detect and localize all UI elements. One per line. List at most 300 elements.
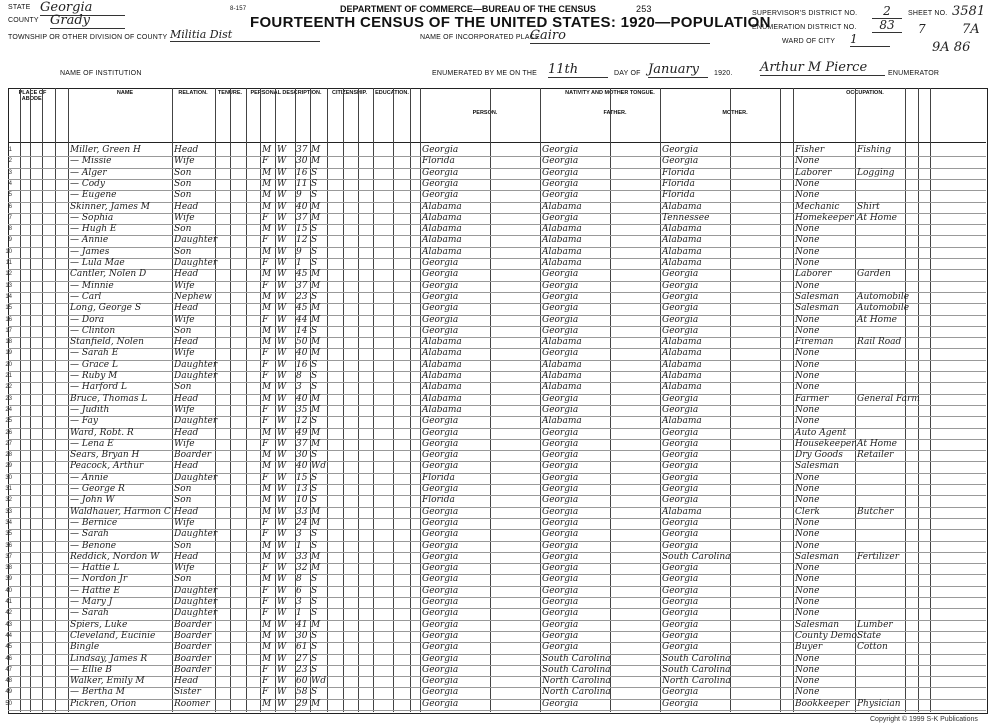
cell-sex: M bbox=[262, 269, 272, 280]
cell-age: 16 bbox=[296, 359, 308, 370]
section-father: FATHER. bbox=[603, 110, 627, 116]
cell-birth: Georgia bbox=[422, 664, 459, 675]
cell-race: W bbox=[277, 416, 287, 427]
cell-mbirth: South Carolina bbox=[662, 653, 731, 664]
cell-name: — Nordon Jr bbox=[70, 574, 128, 585]
row-number: 15 bbox=[5, 305, 12, 312]
cell-birth: Georgia bbox=[422, 585, 459, 596]
cell-birth: Georgia bbox=[422, 642, 459, 653]
cell-fbirth: Georgia bbox=[542, 404, 579, 415]
cell-ms: S bbox=[311, 235, 318, 246]
cell-rel: Daughter bbox=[174, 529, 218, 540]
cell-occ: None bbox=[795, 280, 820, 291]
cell-rel: Head bbox=[174, 145, 199, 155]
cell-ms: S bbox=[311, 382, 318, 393]
cell-ms: S bbox=[311, 359, 318, 370]
cell-mbirth: Georgia bbox=[662, 484, 699, 494]
cell-mbirth: Georgia bbox=[662, 461, 699, 472]
cell-fbirth: Alabama bbox=[542, 235, 582, 246]
cell-sex: F bbox=[262, 687, 269, 698]
cell-name: — Ruby M bbox=[70, 371, 118, 381]
cell-age: 8 bbox=[296, 371, 302, 381]
cell-rel: Son bbox=[174, 325, 192, 336]
cell-fbirth: Georgia bbox=[542, 291, 579, 302]
cell-mbirth: Georgia bbox=[662, 450, 699, 461]
cell-name: Walker, Emily M bbox=[70, 676, 145, 687]
cell-name: — Ellie B bbox=[70, 664, 112, 675]
cell-fbirth: Georgia bbox=[542, 156, 579, 167]
cell-mbirth: Georgia bbox=[662, 540, 699, 551]
cell-sex: M bbox=[262, 393, 272, 404]
cell-race: W bbox=[277, 224, 287, 235]
cell-sex: M bbox=[262, 201, 272, 212]
cell-ms: S bbox=[311, 642, 318, 653]
cell-fbirth: Alabama bbox=[542, 359, 582, 370]
cell-name: — Bertha M bbox=[70, 687, 125, 698]
cell-age: 24 bbox=[296, 517, 308, 528]
cell-birth: Georgia bbox=[422, 608, 459, 619]
row-number: 14 bbox=[5, 293, 12, 300]
cell-name: — Benone bbox=[70, 540, 117, 551]
cell-rel: Daughter bbox=[174, 597, 218, 607]
cell-ind: Lumber bbox=[857, 619, 893, 630]
cell-age: 44 bbox=[296, 314, 308, 325]
cell-ms: M bbox=[311, 269, 321, 280]
cell-birth: Georgia bbox=[422, 630, 459, 641]
cell-sex: F bbox=[262, 404, 269, 415]
cell-fbirth: Georgia bbox=[542, 585, 579, 596]
cell-fbirth: North Carolina bbox=[542, 676, 611, 687]
row-number: 35 bbox=[5, 531, 12, 538]
cell-race: W bbox=[277, 676, 287, 687]
cell-fbirth: Georgia bbox=[542, 461, 579, 472]
cell-ind: At Home bbox=[857, 212, 897, 223]
cell-sex: F bbox=[262, 597, 269, 607]
cell-fbirth: Georgia bbox=[542, 167, 579, 178]
cell-sex: M bbox=[262, 551, 272, 562]
cell-sex: F bbox=[262, 359, 269, 370]
cell-ms: S bbox=[311, 495, 318, 506]
cell-birth: Alabama bbox=[422, 371, 462, 381]
cell-race: W bbox=[277, 371, 287, 381]
cell-fbirth: South Carolina bbox=[542, 653, 611, 664]
cell-occ: Bookkeeper bbox=[795, 698, 850, 709]
day-of-label: DAY OF bbox=[614, 70, 641, 77]
row-number: 21 bbox=[5, 373, 12, 379]
cell-age: 3 bbox=[296, 382, 302, 393]
cell-ms: S bbox=[311, 653, 318, 664]
cell-ms: S bbox=[311, 258, 318, 268]
cell-mbirth: Georgia bbox=[662, 608, 699, 619]
cell-rel: Head bbox=[174, 461, 199, 472]
institution-label: NAME OF INSTITUTION bbox=[60, 70, 142, 77]
cell-age: 9 bbox=[296, 190, 302, 201]
row-number: 13 bbox=[5, 282, 12, 289]
cell-race: W bbox=[277, 687, 287, 698]
cell-birth: Georgia bbox=[422, 461, 459, 472]
cell-occ: Salesman bbox=[795, 619, 840, 630]
cell-race: W bbox=[277, 359, 287, 370]
cell-rel: Boarder bbox=[174, 450, 212, 461]
cell-fbirth: Georgia bbox=[542, 630, 579, 641]
cell-age: 30 bbox=[296, 630, 308, 641]
cell-age: 1 bbox=[296, 608, 302, 619]
cell-rel: Wife bbox=[174, 438, 195, 449]
cell-mbirth: Georgia bbox=[662, 619, 699, 630]
cell-rel: Sister bbox=[174, 687, 201, 698]
row-number: 37 bbox=[5, 553, 12, 560]
cell-birth: Alabama bbox=[422, 224, 462, 235]
cell-sex: M bbox=[262, 461, 272, 472]
cell-rel: Wife bbox=[174, 348, 195, 359]
cell-sex: M bbox=[262, 574, 272, 585]
cell-race: W bbox=[277, 167, 287, 178]
cell-mbirth: South Carolina bbox=[662, 664, 731, 675]
cell-rel: Son bbox=[174, 178, 192, 189]
cell-fbirth: Georgia bbox=[542, 472, 579, 483]
cell-name: — Hattie E bbox=[70, 585, 120, 596]
cell-rel: Son bbox=[174, 382, 192, 393]
cell-ind: Fishing bbox=[857, 145, 891, 155]
cell-occ: None bbox=[795, 676, 820, 687]
row-number: 30 bbox=[5, 474, 12, 481]
row-number: 16 bbox=[5, 316, 12, 323]
cell-fbirth: Georgia bbox=[542, 348, 579, 359]
cell-fbirth: Georgia bbox=[542, 540, 579, 551]
cell-name: — Hattie L bbox=[70, 563, 120, 574]
cell-occ: None bbox=[795, 156, 820, 167]
cell-age: 45 bbox=[296, 303, 308, 314]
row-number: 48 bbox=[5, 678, 12, 685]
cell-mbirth: Georgia bbox=[662, 145, 699, 155]
cell-race: W bbox=[277, 427, 287, 438]
cell-name: — Carl bbox=[70, 291, 102, 302]
county-value: Grady bbox=[50, 13, 125, 29]
cell-name: — Sophia bbox=[70, 212, 114, 223]
department: DEPARTMENT OF COMMERCE—BUREAU OF THE CENSUS bbox=[340, 4, 596, 14]
cell-birth: Georgia bbox=[422, 540, 459, 551]
row-number: 18 bbox=[5, 339, 12, 346]
cell-ms: M bbox=[311, 314, 321, 325]
cell-fbirth: Georgia bbox=[542, 495, 579, 506]
cell-mbirth: Alabama bbox=[662, 235, 702, 246]
row-number: 44 bbox=[5, 632, 12, 639]
cell-occ: None bbox=[795, 472, 820, 483]
cell-rel: Boarder bbox=[174, 619, 212, 630]
cell-race: W bbox=[277, 484, 287, 494]
cell-ms: M bbox=[311, 201, 321, 212]
cell-race: W bbox=[277, 597, 287, 607]
cell-fbirth: South Carolina bbox=[542, 664, 611, 675]
cell-sex: F bbox=[262, 348, 269, 359]
cell-sex: F bbox=[262, 676, 269, 687]
cell-age: 40 bbox=[296, 461, 308, 472]
year-value: 1920. bbox=[714, 70, 733, 77]
row-number: 46 bbox=[5, 655, 12, 662]
cell-ms: S bbox=[311, 664, 318, 675]
row-number: 41 bbox=[5, 599, 12, 605]
cell-ind: Garden bbox=[857, 269, 891, 280]
cell-mbirth: Florida bbox=[662, 167, 695, 178]
cell-mbirth: Georgia bbox=[662, 563, 699, 574]
cell-rel: Head bbox=[174, 427, 199, 438]
cell-name: — Alger bbox=[70, 167, 107, 178]
cell-sex: M bbox=[262, 224, 272, 235]
enumerator-label: ENUMERATOR bbox=[888, 70, 940, 77]
cell-fbirth: Georgia bbox=[542, 642, 579, 653]
cell-sex: M bbox=[262, 630, 272, 641]
margin-note-sheet: 7A bbox=[962, 22, 980, 37]
cell-rel: Daughter bbox=[174, 472, 218, 483]
cell-ms: M bbox=[311, 348, 321, 359]
cell-fbirth: Alabama bbox=[542, 337, 582, 348]
cell-ms: S bbox=[311, 224, 318, 235]
cell-rel: Son bbox=[174, 484, 192, 494]
cell-occ: Homekeeper bbox=[795, 212, 854, 223]
cell-age: 37 bbox=[296, 280, 308, 291]
cell-birth: Georgia bbox=[422, 145, 459, 155]
cell-race: W bbox=[277, 235, 287, 246]
cell-sex: M bbox=[262, 450, 272, 461]
cell-occ: Fisher bbox=[795, 145, 825, 155]
cell-mbirth: Georgia bbox=[662, 472, 699, 483]
cell-ms: M bbox=[311, 404, 321, 415]
cell-age: 58 bbox=[296, 687, 308, 698]
cell-race: W bbox=[277, 348, 287, 359]
cell-sex: M bbox=[262, 382, 272, 393]
sheet-value: 7 bbox=[918, 22, 926, 36]
cell-mbirth: Georgia bbox=[662, 325, 699, 336]
row-number: 49 bbox=[5, 689, 12, 696]
township-value: Militia Dist bbox=[170, 28, 320, 42]
cell-birth: Florida bbox=[422, 495, 455, 506]
cell-occ: None bbox=[795, 597, 820, 607]
cell-age: 35 bbox=[296, 404, 308, 415]
cell-birth: Georgia bbox=[422, 416, 459, 427]
cell-mbirth: Florida bbox=[662, 178, 695, 189]
cell-name: Stanfield, Nolen bbox=[70, 337, 144, 348]
section-nativity: NATIVITY AND MOTHER TONGUE. bbox=[565, 90, 655, 96]
cell-ind: At Home bbox=[857, 438, 897, 449]
cell-race: W bbox=[277, 653, 287, 664]
cell-ms: S bbox=[311, 687, 318, 698]
cell-race: W bbox=[277, 450, 287, 461]
cell-occ: None bbox=[795, 325, 820, 336]
cell-ind: Automobile bbox=[857, 291, 910, 302]
cell-fbirth: Alabama bbox=[542, 371, 582, 381]
cell-name: Spiers, Luke bbox=[70, 619, 128, 630]
cell-age: 1 bbox=[296, 258, 302, 268]
row-number: 36 bbox=[5, 542, 12, 549]
cell-occ: None bbox=[795, 608, 820, 619]
row-number: 2 bbox=[8, 158, 12, 165]
cell-rel: Daughter bbox=[174, 585, 218, 596]
cell-rel: Wife bbox=[174, 314, 195, 325]
row-number: 45 bbox=[5, 644, 12, 651]
cell-birth: Georgia bbox=[422, 574, 459, 585]
cell-mbirth: Georgia bbox=[662, 529, 699, 540]
row-number: 9 bbox=[8, 237, 12, 244]
row-number: 24 bbox=[5, 406, 12, 413]
cell-fbirth: Georgia bbox=[542, 212, 579, 223]
section-citizenship: CITIZENSHIP. bbox=[331, 90, 368, 96]
margin-note-side: 9A 86 bbox=[932, 40, 971, 55]
cell-mbirth: Alabama bbox=[662, 201, 702, 212]
cell-name: Long, George S bbox=[70, 303, 142, 314]
cell-sex: M bbox=[262, 653, 272, 664]
section-tenure: TENURE. bbox=[217, 90, 243, 96]
cell-race: W bbox=[277, 495, 287, 506]
cell-sex: F bbox=[262, 438, 269, 449]
cell-age: 30 bbox=[296, 450, 308, 461]
section-relation: RELATION. bbox=[178, 90, 208, 96]
row-number: 11 bbox=[5, 260, 12, 266]
cell-birth: Alabama bbox=[422, 359, 462, 370]
cell-race: W bbox=[277, 145, 287, 155]
enumeration-label: ENUMERATION DISTRICT NO. bbox=[752, 24, 857, 31]
cell-fbirth: North Carolina bbox=[542, 687, 611, 698]
cell-birth: Georgia bbox=[422, 563, 459, 574]
cell-occ: None bbox=[795, 574, 820, 585]
cell-ms: S bbox=[311, 540, 318, 551]
cell-age: 15 bbox=[296, 224, 308, 235]
cell-mbirth: Alabama bbox=[662, 416, 702, 427]
ward-value: 1 bbox=[850, 32, 890, 47]
cell-birth: Alabama bbox=[422, 382, 462, 393]
township-label: TOWNSHIP OR OTHER DIVISION OF COUNTY bbox=[8, 34, 168, 41]
cell-name: — Fay bbox=[70, 416, 98, 427]
cell-age: 14 bbox=[296, 325, 308, 336]
cell-sex: M bbox=[262, 495, 272, 506]
cell-rel: Son bbox=[174, 540, 192, 551]
cell-name: — Eugene bbox=[70, 190, 117, 201]
cell-race: W bbox=[277, 506, 287, 517]
cell-ind: State bbox=[857, 630, 882, 641]
cell-race: W bbox=[277, 314, 287, 325]
cell-rel: Boarder bbox=[174, 630, 212, 641]
copyright: Copyright © 1999 S-K Publications bbox=[870, 716, 978, 723]
cell-age: 29 bbox=[296, 698, 308, 709]
cell-occ: Dry Goods bbox=[795, 450, 843, 461]
cell-rel: Son bbox=[174, 246, 192, 257]
cell-sex: M bbox=[262, 291, 272, 302]
cell-occ: Auto Agent bbox=[795, 427, 847, 438]
cell-mbirth: Alabama bbox=[662, 258, 702, 268]
cell-sex: F bbox=[262, 156, 269, 167]
section-personal: PERSONAL DESCRIPTION. bbox=[250, 90, 322, 96]
row-number: 5 bbox=[8, 192, 12, 199]
cell-occ: None bbox=[795, 664, 820, 675]
cell-name: — James bbox=[70, 246, 110, 257]
cell-occ: None bbox=[795, 653, 820, 664]
cell-fbirth: Georgia bbox=[542, 269, 579, 280]
cell-age: 1 bbox=[296, 540, 302, 551]
cell-age: 41 bbox=[296, 619, 308, 630]
cell-age: 11 bbox=[296, 178, 308, 189]
cell-birth: Georgia bbox=[422, 291, 459, 302]
cell-birth: Georgia bbox=[422, 167, 459, 178]
cell-race: W bbox=[277, 461, 287, 472]
row-number: 26 bbox=[5, 429, 12, 436]
cell-mbirth: Georgia bbox=[662, 495, 699, 506]
cell-rel: Boarder bbox=[174, 664, 212, 675]
cell-occ: None bbox=[795, 178, 820, 189]
cell-age: 8 bbox=[296, 574, 302, 585]
cell-birth: Georgia bbox=[422, 484, 459, 494]
sheet-label: SHEET NO. bbox=[908, 10, 948, 17]
cell-rel: Wife bbox=[174, 404, 195, 415]
cell-sex: F bbox=[262, 472, 269, 483]
cell-rel: Daughter bbox=[174, 608, 218, 619]
cell-name: Pickren, Orion bbox=[70, 698, 137, 709]
cell-occ: Fireman bbox=[795, 337, 834, 348]
cell-sex: F bbox=[262, 608, 269, 619]
row-number: 47 bbox=[5, 666, 12, 673]
cell-mbirth: Georgia bbox=[662, 303, 699, 314]
cell-age: 32 bbox=[296, 563, 308, 574]
row-number: 8 bbox=[8, 226, 12, 233]
cell-fbirth: Georgia bbox=[542, 574, 579, 585]
cell-mbirth: Georgia bbox=[662, 574, 699, 585]
cell-mbirth: Alabama bbox=[662, 359, 702, 370]
cell-sex: M bbox=[262, 303, 272, 314]
cell-fbirth: Georgia bbox=[542, 393, 579, 404]
cell-occ: None bbox=[795, 404, 820, 415]
cell-birth: Alabama bbox=[422, 212, 462, 223]
cell-ms: M bbox=[311, 145, 321, 155]
cell-race: W bbox=[277, 212, 287, 223]
cell-birth: Georgia bbox=[422, 190, 459, 201]
form-number: 8-157 bbox=[230, 6, 247, 12]
cell-age: 33 bbox=[296, 506, 308, 517]
row-number: 43 bbox=[5, 621, 12, 628]
cell-birth: Georgia bbox=[422, 619, 459, 630]
cell-age: 40 bbox=[296, 201, 308, 212]
cell-sex: M bbox=[262, 506, 272, 517]
cell-race: W bbox=[277, 630, 287, 641]
cell-fbirth: Georgia bbox=[542, 280, 579, 291]
cell-age: 3 bbox=[296, 597, 302, 607]
cell-ms: S bbox=[311, 416, 318, 427]
cell-mbirth: Alabama bbox=[662, 224, 702, 235]
row-number: 33 bbox=[5, 508, 12, 515]
cell-rel: Daughter bbox=[174, 416, 218, 427]
cell-rel: Son bbox=[174, 495, 192, 506]
cell-fbirth: Alabama bbox=[542, 224, 582, 235]
incorporated-value: Cairo bbox=[530, 28, 710, 44]
cell-race: W bbox=[277, 698, 287, 709]
cell-rel: Head bbox=[174, 676, 199, 687]
cell-ms: S bbox=[311, 484, 318, 494]
cell-fbirth: Georgia bbox=[542, 619, 579, 630]
cell-ind: Shirt bbox=[857, 201, 880, 212]
cell-fbirth: Georgia bbox=[542, 427, 579, 438]
cell-fbirth: Georgia bbox=[542, 314, 579, 325]
cell-name: Reddick, Nordon W bbox=[70, 551, 160, 562]
cell-race: W bbox=[277, 303, 287, 314]
cell-occ: None bbox=[795, 495, 820, 506]
cell-ind: Physician bbox=[857, 698, 901, 709]
row-number: 10 bbox=[5, 248, 12, 255]
cell-ms: S bbox=[311, 574, 318, 585]
cell-ms: S bbox=[311, 190, 318, 201]
cell-race: W bbox=[277, 517, 287, 528]
cell-mbirth: Georgia bbox=[662, 314, 699, 325]
cell-age: 37 bbox=[296, 145, 308, 155]
cell-rel: Daughter bbox=[174, 235, 218, 246]
cell-name: — Grace L bbox=[70, 359, 118, 370]
cell-name: — Judith bbox=[70, 404, 110, 415]
